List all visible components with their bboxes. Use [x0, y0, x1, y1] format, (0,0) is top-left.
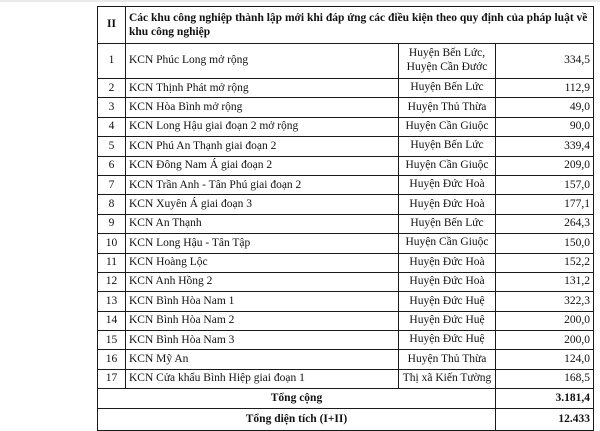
- table-row: [98, 292, 594, 311]
- park-location: Huyện Thủ Thừa: [399, 98, 496, 117]
- table-row: [98, 350, 594, 369]
- park-name: KCN Đông Nam Á giai đoạn 2: [126, 156, 399, 175]
- park-location: Huyện Bến Lức: [399, 79, 496, 98]
- park-name: KCN Long Hậu - Tân Tập: [126, 234, 399, 253]
- park-name: KCN Cửa khẩu Bình Hiệp giai đoạn 1: [126, 369, 399, 388]
- section-header-row: [98, 7, 594, 44]
- row-number: 14: [98, 311, 126, 330]
- park-area: 322,3: [496, 292, 594, 311]
- park-location: Huyện Đức Hoà: [399, 195, 496, 214]
- park-name: KCN Phúc Long mở rộng: [126, 44, 399, 79]
- park-area: 112,9: [496, 79, 594, 98]
- park-location: Huyện Cần Giuộc: [399, 156, 496, 175]
- table-row: [98, 272, 594, 291]
- industrial-parks-table: [97, 6, 594, 431]
- table-row: [98, 156, 594, 175]
- table-row: [98, 253, 594, 272]
- subtotal-row: [98, 389, 594, 409]
- park-area: 200,0: [496, 311, 594, 330]
- row-number: 6: [98, 156, 126, 175]
- table-row: [98, 98, 594, 117]
- row-number: 15: [98, 331, 126, 350]
- section-index: II: [98, 7, 126, 44]
- park-location: Huyện Đức Huệ: [399, 311, 496, 330]
- park-name: KCN Hòa Bình mở rộng: [126, 98, 399, 117]
- row-number: 5: [98, 137, 126, 156]
- table-row: [98, 311, 594, 330]
- table-row: [98, 79, 594, 98]
- park-area: 200,0: [496, 331, 594, 350]
- table-row: [98, 117, 594, 136]
- park-location-line: Huyện Cần Đước: [406, 61, 488, 73]
- park-location: Huyện Cần Giuộc: [399, 234, 496, 253]
- subtotal-label: Tổng cộng: [98, 389, 496, 409]
- table-row: [98, 195, 594, 214]
- row-number: 10: [98, 234, 126, 253]
- row-number: 16: [98, 350, 126, 369]
- park-location: [399, 44, 496, 79]
- park-name: KCN Hoàng Lộc: [126, 253, 399, 272]
- park-location: Thị xã Kiến Tường: [399, 369, 496, 388]
- section-title: Các khu công nghiệp thành lập mới khi đáp ứng các điều kiện theo quy định của pháp luật về khu công nghiệp: [126, 7, 594, 44]
- row-number: 9: [98, 214, 126, 233]
- row-number: 13: [98, 292, 126, 311]
- park-name: KCN Bình Hòa Nam 2: [126, 311, 399, 330]
- park-name: KCN Long Hậu giai đoạn 2 mở rộng: [126, 117, 399, 136]
- row-number: 2: [98, 79, 126, 98]
- park-name: KCN Phú An Thạnh giai đoạn 2: [126, 137, 399, 156]
- park-area: 157,0: [496, 175, 594, 194]
- park-location: Huyện Đức Hoà: [399, 272, 496, 291]
- table-body: [98, 7, 594, 431]
- park-area: 177,1: [496, 195, 594, 214]
- park-area: 124,0: [496, 350, 594, 369]
- row-number: 4: [98, 117, 126, 136]
- row-number: 7: [98, 175, 126, 194]
- grand-total-row: [98, 409, 594, 431]
- park-location: Huyện Đức Hoà: [399, 253, 496, 272]
- row-number: 3: [98, 98, 126, 117]
- row-number: 1: [98, 44, 126, 79]
- park-area: 131,2: [496, 272, 594, 291]
- table-row: [98, 234, 594, 253]
- grand-total-label: Tổng diện tích (I+II): [98, 409, 496, 431]
- park-area: 90,0: [496, 117, 594, 136]
- park-location: Huyện Bến Lức: [399, 214, 496, 233]
- park-location: Huyện Đức Huệ: [399, 331, 496, 350]
- park-name: KCN An Thạnh: [126, 214, 399, 233]
- park-area: 334,5: [496, 44, 594, 79]
- table-row: [98, 137, 594, 156]
- subtotal-value: 3.181,4: [496, 389, 594, 409]
- table-row: [98, 214, 594, 233]
- table-row: [98, 331, 594, 350]
- park-area: 150,0: [496, 234, 594, 253]
- park-location: Huyện Cần Giuộc: [399, 117, 496, 136]
- table-row: [98, 44, 594, 79]
- park-location: Huyện Đức Hoà: [399, 175, 496, 194]
- park-area: 264,3: [496, 214, 594, 233]
- park-name: KCN Xuyên Á giai đoạn 3: [126, 195, 399, 214]
- scan-edge: [0, 0, 600, 2]
- park-name: KCN Bình Hòa Nam 3: [126, 331, 399, 350]
- grand-total-value: 12.433: [496, 409, 594, 431]
- park-name: KCN Trần Anh - Tân Phú giai đoạn 2: [126, 175, 399, 194]
- row-number: 8: [98, 195, 126, 214]
- park-area: 339,4: [496, 137, 594, 156]
- row-number: 11: [98, 253, 126, 272]
- park-area: 152,2: [496, 253, 594, 272]
- park-name: KCN Mỹ An: [126, 350, 399, 369]
- park-location-line: Huyện Bến Lức,: [408, 47, 486, 60]
- park-location: Huyện Bến Lức: [399, 137, 496, 156]
- park-name: KCN Bình Hòa Nam 1: [126, 292, 399, 311]
- park-area: 209,0: [496, 156, 594, 175]
- park-location: Huyện Thủ Thừa: [399, 350, 496, 369]
- row-number: 17: [98, 369, 126, 388]
- park-area: 168,5: [496, 369, 594, 388]
- park-area: 49,0: [496, 98, 594, 117]
- park-name: KCN Thịnh Phát mở rộng: [126, 79, 399, 98]
- park-location: Huyện Đức Huệ: [399, 292, 496, 311]
- park-name: KCN Anh Hồng 2: [126, 272, 399, 291]
- row-number: 12: [98, 272, 126, 291]
- table-row: [98, 175, 594, 194]
- table-row: [98, 369, 594, 388]
